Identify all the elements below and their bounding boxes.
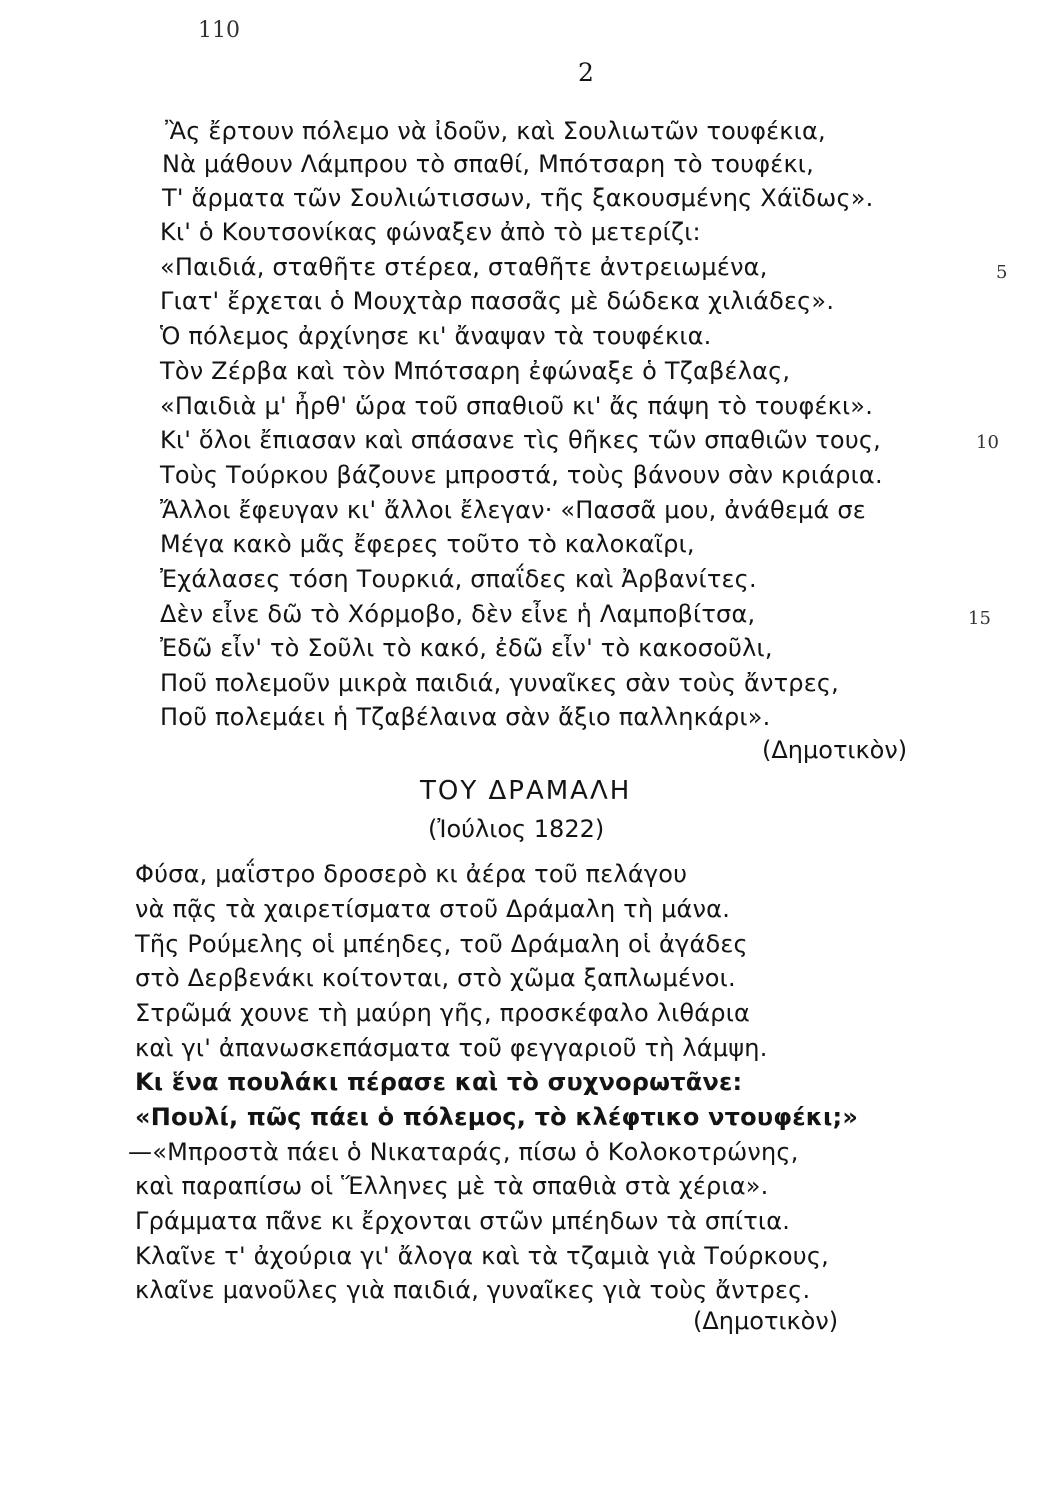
poem-line: Κι ἕνα πουλάκι πέρασε καὶ τὸ συχνορωτᾶνε: bbox=[135, 1068, 743, 1096]
poem-line: Ἐδῶ εἶν' τὸ Σοῦλι τὸ κακό, ἐδῶ εἶν' τὸ κακοσοῦλι, bbox=[160, 634, 773, 662]
poem-line: Ὁ πόλεμος ἀρχίνησε κι' ἄναψαν τὰ τουφέκια. bbox=[160, 322, 712, 350]
poem-line: Κλαῖνε τ' ἀχούρια γι' ἄλογα καὶ τὰ τζαμιὰ γιὰ Τούρκους, bbox=[135, 1242, 829, 1270]
poem-line: Ἂς ἔρτουν πόλεμο νὰ ἰδοῦν, καὶ Σουλιωτῶν τουφέκια, bbox=[165, 117, 826, 145]
poem-line: Φύσα, μαΐστρο δροσερὸ κι ἀέρα τοῦ πελάγου bbox=[135, 860, 688, 888]
poem-line: Νὰ μάθουν Λάμπρου τὸ σπαθί, Μπότσαρη τὸ τουφέκι, bbox=[162, 150, 814, 178]
poem-line: Ἐχάλασες τόση Τουρκιά, σπαΐδες καὶ Ἀρβανίτες. bbox=[160, 565, 757, 593]
poem-line: Τοὺς Τούρκου βάζουνε μπροστά, τοὺς βάνουν σὰν κριάρια. bbox=[160, 461, 883, 489]
poem-subtitle: (Ἰούλιος 1822) bbox=[428, 815, 605, 843]
poem-line: Γράμματα πᾶνε κι ἔρχονται στῶν μπέηδων τὰ σπίτια. bbox=[135, 1207, 791, 1235]
line-number: 15 bbox=[968, 608, 991, 629]
poem-line: καὶ παραπίσω οἱ Ἕλληνες μὲ τὰ σπαθιὰ στὰ χέρια». bbox=[135, 1172, 769, 1200]
poem-line: κλαῖνε μανοῦλες γιὰ παιδιά, γυναῖκες γιὰ τοὺς ἄντρες. bbox=[135, 1276, 811, 1304]
poem-line: Κι' ὅλοι ἔπιασαν καὶ σπάσανε τὶς θῆκες τῶν σπαθιῶν τους, bbox=[160, 426, 882, 454]
poem-line: Τ' ἅρματα τῶν Σουλιώτισσων, τῆς ξακουσμένης Χάϊδως». bbox=[162, 184, 874, 212]
poem-line: Γιατ' ἔρχεται ὁ Μουχτὰρ πασσᾶς μὲ δώδεκα χιλιάδες». bbox=[160, 287, 835, 315]
poem-line: νὰ πᾷς τὰ χαιρετίσματα στοῦ Δράμαλη τὴ μάνα. bbox=[135, 895, 731, 923]
poem-line: Στρῶμά χουνε τὴ μαύρη γῆς, προσκέφαλο λιθάρια bbox=[135, 999, 751, 1027]
poem-line: καὶ γι' ἀπανωσκεπάσματα τοῦ φεγγαριοῦ τὴ λάμψη. bbox=[135, 1034, 768, 1062]
poem-line: Τὸν Ζέρβα καὶ τὸν Μπότσαρη ἐφώναξε ὁ Τζαβέλας, bbox=[160, 357, 791, 385]
poem-line: Ποῦ πολεμάει ἡ Τζαβέλαινα σὰν ἄξιο παλληκάρι». bbox=[160, 703, 771, 731]
poem-line: Ἄλλοι ἔφευγαν κι' ἄλλοι ἔλεγαν· «Πασσᾶ μου, ἀνάθεμά σε bbox=[160, 496, 866, 524]
poem-line: Τῆς Ρούμελης οἱ μπέηδες, τοῦ Δράμαλη οἱ ἀγάδες bbox=[135, 930, 748, 958]
line-number: 10 bbox=[976, 432, 999, 453]
attribution: (Δημοτικὸν) bbox=[762, 736, 908, 764]
poem-line: Κι' ὁ Κουτσονίκας φώναξεν ἀπὸ τὸ μετερίζι: bbox=[160, 218, 701, 246]
poem-line: «Πουλί, πῶς πάει ὁ πόλεμος, τὸ κλέφτικο ντουφέκι;» bbox=[135, 1103, 859, 1131]
poem-line: Μέγα κακὸ μᾶς ἔφερες τοῦτο τὸ καλοκαῖρι, bbox=[160, 530, 695, 558]
poem-line: στὸ Δερβενάκι κοίτονται, στὸ χῶμα ξαπλωμένοι. bbox=[135, 964, 736, 992]
poem-title: ΤΟΥ ΔΡΑΜΑΛΗ bbox=[420, 776, 632, 806]
page-number: 110 bbox=[198, 18, 240, 43]
poem-line: Ποῦ πολεμοῦν μικρὰ παιδιά, γυναῖκες σὰν τοὺς ἄντρες, bbox=[160, 669, 839, 697]
attribution: (Δημοτικὸν) bbox=[693, 1307, 839, 1335]
poem-line: «Παιδιά, σταθῆτε στέρεα, σταθῆτε ἀντρειωμένα, bbox=[160, 253, 768, 281]
poem-line: —«Μπροστὰ πάει ὁ Νικαταράς, πίσω ὁ Κολοκοτρώνης, bbox=[128, 1138, 799, 1166]
section-number: 2 bbox=[578, 58, 594, 87]
poem-line: «Παιδιὰ μ' ἦρθ' ὥρα τοῦ σπαθιοῦ κι' ἄς πάψη τὸ τουφέκι». bbox=[160, 392, 874, 420]
poem-line: Δὲν εἶνε δῶ τὸ Χόρμοβο, δὲν εἶνε ἡ Λαμποβίτσα, bbox=[160, 600, 756, 628]
line-number: 5 bbox=[996, 262, 1008, 283]
